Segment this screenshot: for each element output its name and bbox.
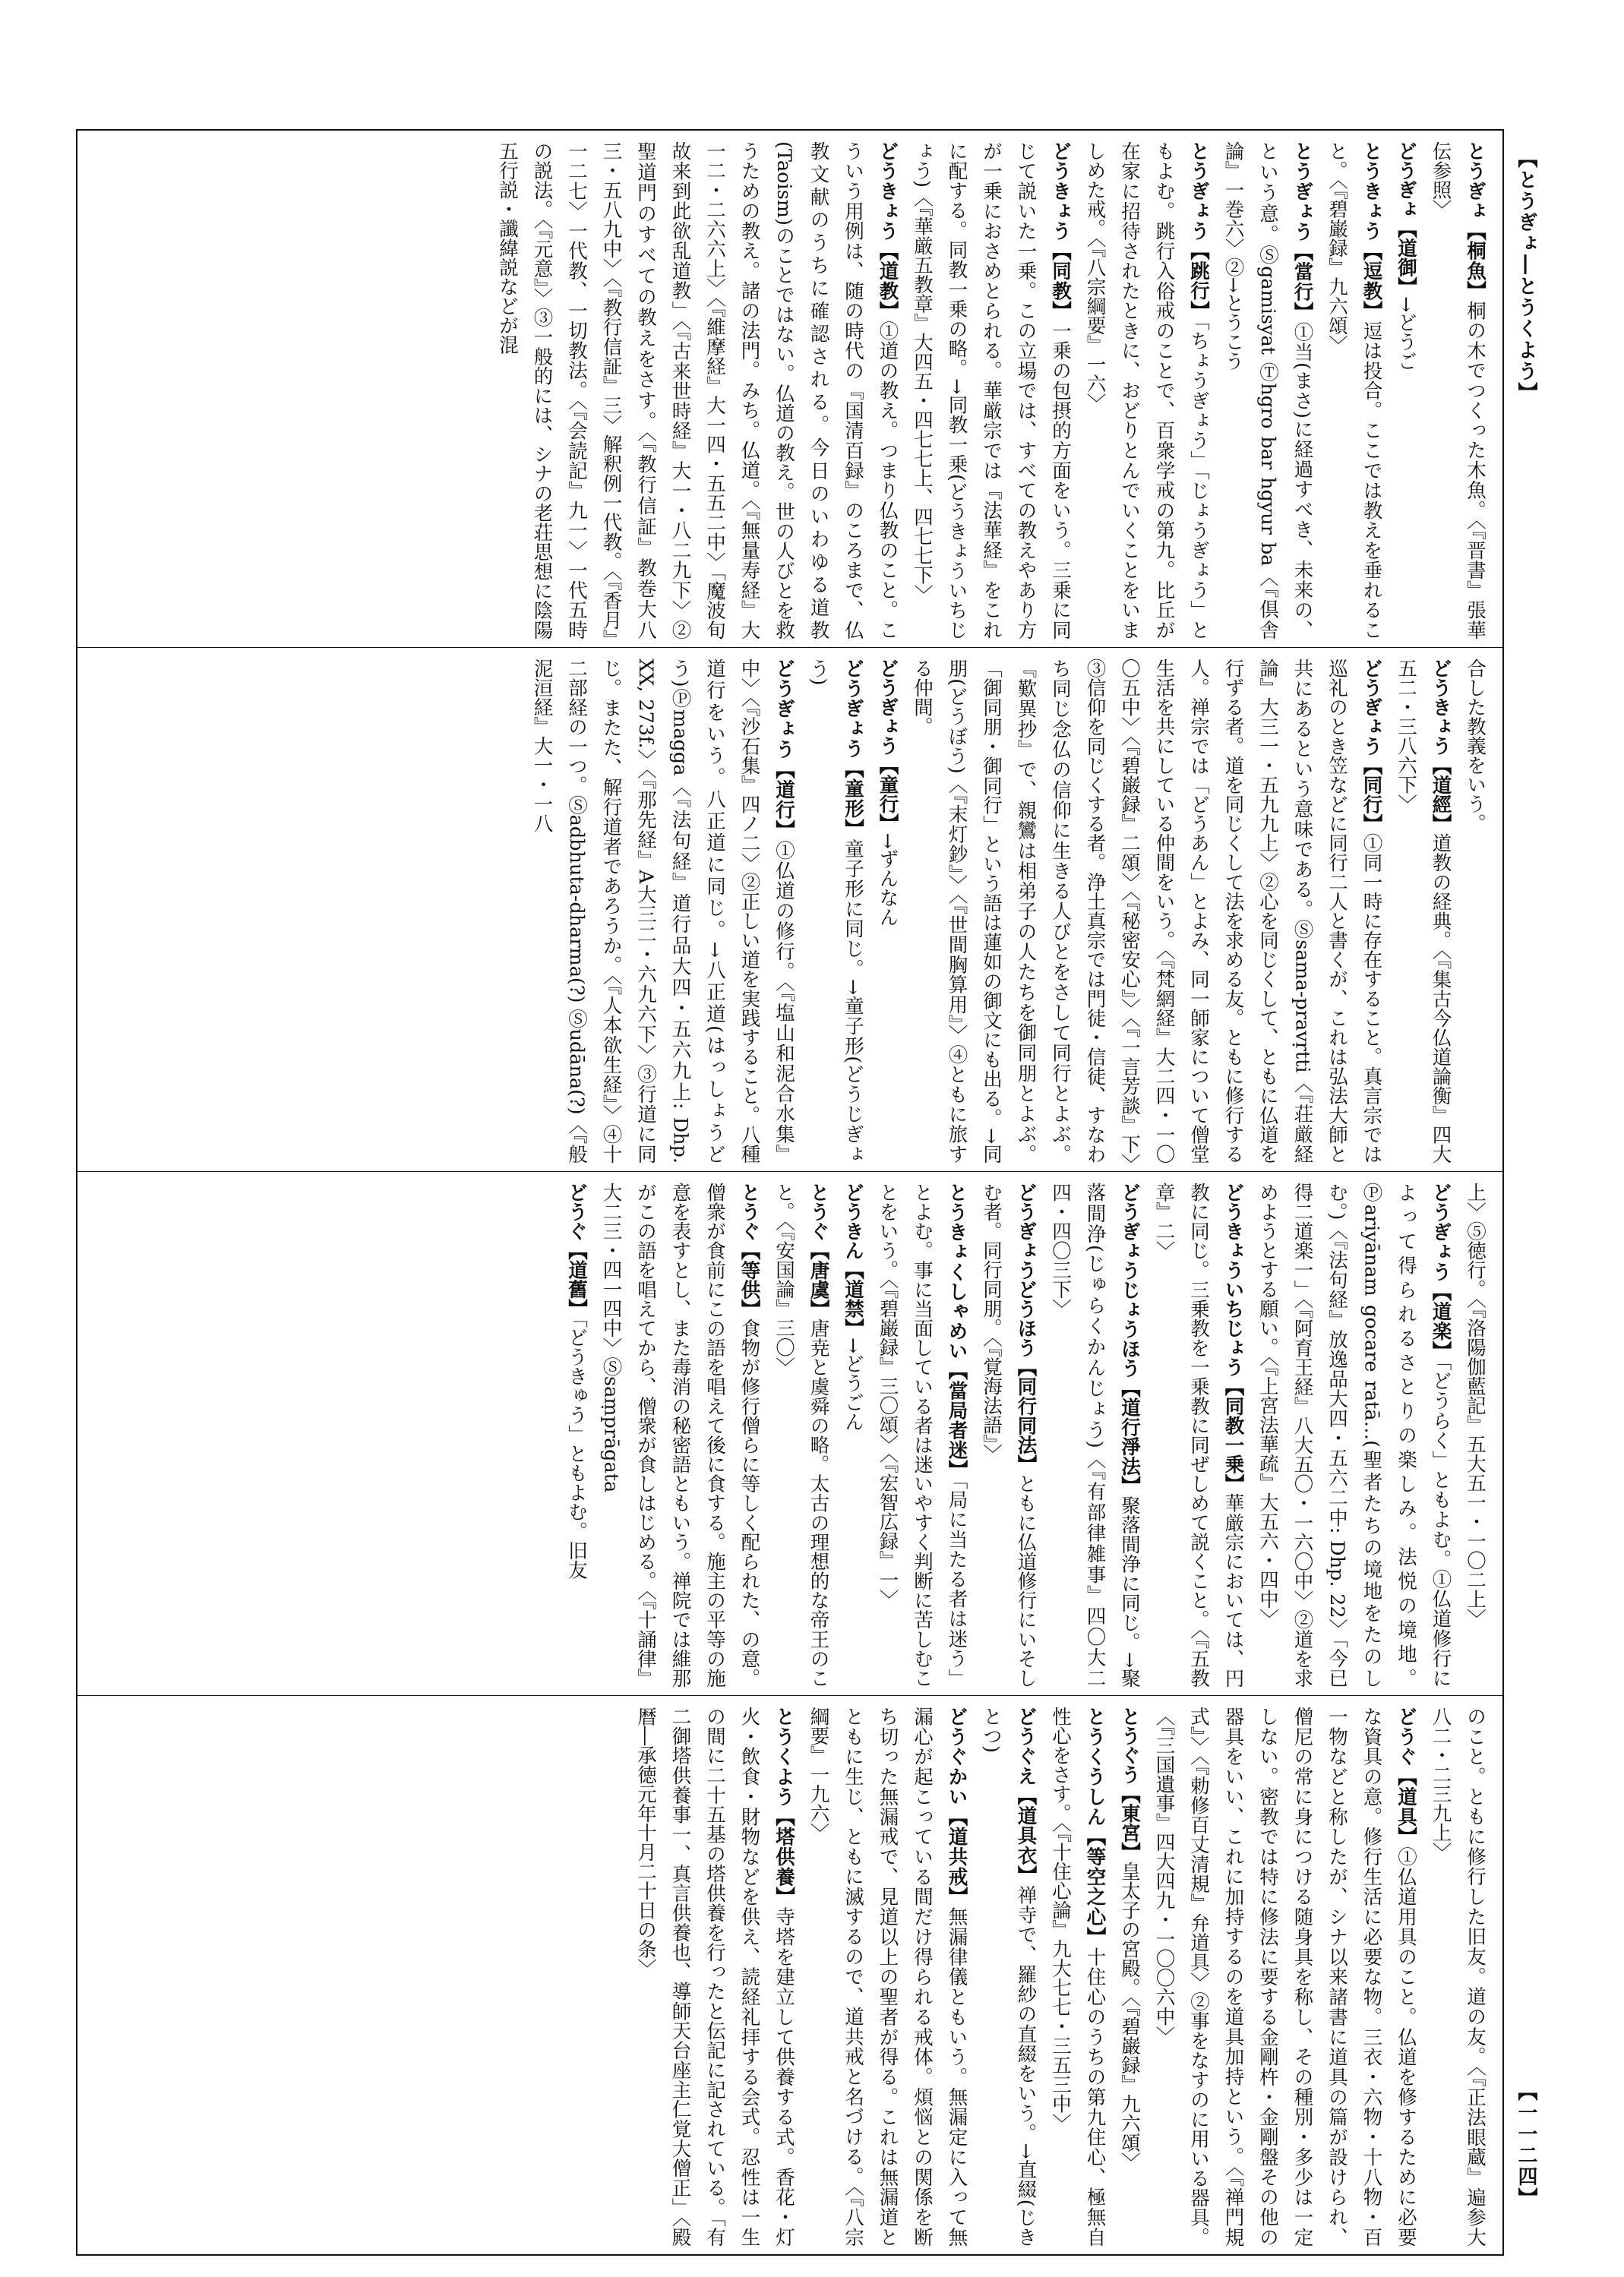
tier-1-text: [479, 131, 1503, 647]
entry-body: 「ちょうぎょう」「じょうぎょう」ともよむ。跳行入俗戒のことで、百衆学戒の第九。比丘が在家に招待されたときに、おどりとんでいくことをいましめた戒。〈『八宗綱要』一六〉: [1083, 141, 1210, 640]
entry: [807, 1707, 968, 2247]
entry: [842, 1183, 864, 1431]
entry-body: ①仏道用具のこと。仏道を修するために必要な資具の意。修行生活に必要な物。三衣・六物・十八物・百一物などと称したが、シナ以来諸書に道具の篇が設けられ、僧尼の常に身につける随身具を称し、その種別・多少は一定しない。密教では特に修法に要する金剛杵・金剛盤その他の器具をいい、これに加持するのを道具加持という。〈『禅門規式』〉〈『勅修百丈清規』弁道具〉②事をなすのに用いる器具。〈『三国遺事』四大四九・一〇〇六中〉: [1152, 1707, 1417, 2247]
entry-body: 逗は投合。ここでは教えを垂れること。〈『碧巌録』九六頌〉: [1325, 141, 1383, 640]
entry-body: のこと。ともに修行した旧友。道の友。〈『正法眼蔵』遍参大八二・二三九上〉: [1429, 1707, 1487, 2247]
dictionary-page: [76, 129, 1504, 2256]
entry: [1084, 141, 1211, 640]
entry: [1464, 1183, 1487, 1628]
entry-body: 「局に当たる者は迷う」とよむ。事に当面している者は迷いやすく判断に苦しむことをいう。〈『碧巌録』三〇頌〉〈『宏智広録』一〉: [876, 1183, 968, 1688]
entry-body: 童子形に同じ。→童子形(どうじぎょう): [807, 658, 864, 1164]
tier-3: [77, 1171, 1502, 1695]
headword: どうぎょ【道御】: [1395, 141, 1417, 296]
headword: どうぐえ【道具衣】: [1014, 1707, 1038, 1886]
tier-3-text: [548, 1172, 1503, 1695]
entry-body: 一乗の包摂的方面をいう。三乗に同じて説いた一乗。この立場では、すべての教えやあり方が一乗におさめとられる。華厳宗では『法華経』をこれに配する。同教一乗の略。→同教一乗(どうきょういちじょう)〈『華厳五教章』大四五・四七七上、四七七下〉: [911, 141, 1072, 640]
entry: [911, 141, 1072, 640]
entry-body: 寺塔を建立して供養する式。香花・灯火・飲食・財物などを供え、読経礼拝する会式。忍性は一生の間に二十五基の塔供養を行ったと伝記に記されている。「有二御塔供養事一、真言供養也、導師天台座主仁覚大僧正」〈殿暦―承徳元年十月二十日の条〉: [634, 1707, 795, 2247]
entry: [1430, 1707, 1487, 2247]
entry-body: 「どうきゅう」ともよむ。旧友: [565, 1318, 588, 1580]
entry-body: 道教の経典。〈『集古今仏道論衡』四大五二・三八六下〉: [1395, 658, 1452, 1164]
headword: とうぎょう【當行】: [1291, 141, 1314, 323]
entry: [565, 1183, 588, 1580]
entry-body: 華厳宗においては、円教に同じ。三乗教を一乗教に同ぜしめて説くこと。〈『五教章』二〉: [1152, 1183, 1245, 1688]
headword: どうきょういちじょう【同教一乗】: [1221, 1183, 1245, 1494]
headword: とうぐ【等供】: [738, 1183, 761, 1319]
entry-body: 上〉⑤徳行。〈『洛陽伽藍記』五大五一・一〇二上〉: [1464, 1183, 1487, 1628]
entry-body: 食物が修行僧らに等しく配られた、の意。僧衆が食前にこの語を唱えて後に食する。施主の平等の施意を表すとし、また毒消の秘密語ともいう。禅院では維那がこの語を唱えてから、僧衆が食しはじめる。〈『十誦律』大二三・四一四中〉Ⓢsaṃprāgata: [599, 1183, 761, 1688]
entry: [773, 1183, 830, 1688]
entry-body: 禅寺で、羅紗の直綴をいう。→直綴(じきとつ): [980, 1707, 1038, 2247]
entry: [877, 1183, 968, 1688]
headword: どうぐかい【道共戒】: [945, 1707, 968, 1907]
entry-body: →ずんなん: [876, 832, 899, 927]
entry: [980, 1183, 1038, 1688]
entry: [1325, 141, 1383, 640]
entry: [1118, 1707, 1141, 2171]
entry: [807, 658, 865, 1164]
entry-body: 唐尭と虞舜の略。太古の理想的な帝王のこと。〈『安国論』三〇〉: [773, 1183, 830, 1688]
entry: [1222, 141, 1314, 640]
entry: [1049, 1183, 1141, 1688]
headword: どうぎょうどうほう【同行同法】: [1014, 1183, 1038, 1474]
entry-body: 皇太子の宮殿。〈『碧巌録』九六頌〉: [1118, 1862, 1141, 2171]
entry: [634, 1707, 795, 2247]
entry: [1153, 1183, 1245, 1688]
headword: とうぎょ【桐魚】: [1464, 141, 1487, 301]
entry-body: ①同一時に存在すること。真言宗では巡礼のとき笠などに同行二人と書くが、これは弘法大師と共にあるという意味である。Ⓢsama-pravṛtti〈『荘厳経論』大三一・五九九上〉②心を同じくして、ともに仏道を行ずる者。道を同じくして法を求める友。ともに修行する人。禅宗では「どうあん」とよみ、同一師家について僧堂生活を共にしている仲間をいう。〈『梵網経』大二四・一〇〇五中〉〈『碧巌録』二頌〉〈『秘密安心』〉〈『一言芳談』下〉③信仰を同じくする者。浄土真宗では門徒・信徒、すなわち同じ念仏の信仰に生きる人びとをさして同行とよぶ。『歎異抄』で、親鸞は相弟子の人たちを御同朋とよぶ。「御同朋・御同行」という語は蓮如の御文にも出る。→同朋(どうぼう)〈『末灯鈔』〉〈『世間胸算用』〉④ともに旅する仲間。: [911, 658, 1383, 1164]
entry: [980, 1707, 1038, 2247]
entry-body: 桐の木でつくった木魚。〈『晋書』張華伝参照〉: [1429, 141, 1487, 640]
entry: [1430, 141, 1487, 640]
entry: [496, 141, 899, 640]
entry-body: →どうごん: [842, 1337, 864, 1432]
tier-2: [77, 647, 1502, 1171]
headword: どうぎょう【童形】: [842, 658, 864, 839]
entry: [877, 658, 899, 927]
entry: [1153, 1707, 1418, 2247]
page-number: 【一一二四】: [1515, 2081, 1537, 2209]
tier-4-text: [618, 1696, 1503, 2254]
entry: [911, 658, 1383, 1164]
entry-body: 無漏律儀ともいう。無漏定に入って無漏心が起こっている間だけ得られる戒体。煩悩との関係を断ち切った無漏戒で、見道以上の聖者が得る。これは無漏道とともに生じ、ともに滅するので、道共戒と名づける。〈『八宗綱要』一九六〉: [807, 1707, 968, 2247]
entry: [1395, 658, 1452, 1164]
entry-body: 十住心のうちの第九住心、極無自性心をさす。〈『十住心論』九大七七・三五三中〉: [1049, 1707, 1107, 2247]
entry-body: →どうご: [1395, 296, 1417, 371]
entry: [1256, 1183, 1452, 1688]
headword: とうぎょう【跳行】: [1187, 141, 1210, 321]
entry: [1464, 658, 1487, 833]
tier-4: [77, 1695, 1502, 2254]
headword: どうぎょうじょうほう【道行淨法】: [1118, 1183, 1141, 1495]
headword: どうきょう【道教】: [876, 141, 899, 321]
headword: どうきょう【道經】: [1429, 658, 1452, 834]
running-head: 【とうぎょ―とうくよう】: [1515, 148, 1537, 403]
headword: どうぐ【道具】: [1395, 1707, 1417, 1847]
entry-body: 合した教義をいう。: [1464, 658, 1487, 833]
headword: どうぎょう【同行】: [1360, 658, 1383, 834]
entry-body: ①仏道の修行。〈『塩山和泥合水集』中〉〈『沙石集』四ノ二〉②正しい道を実践すること。八種道行をいう。八正道に同じ。→八正道(はっしょうどう)Ⓟmagga〈『法句経』道行品大四・五六九上: Dhp. XX, 273f.〉〈『那先経』A大三二・六九六下〉③行道に同じ。またた、解行道者であろうか。〈『人本欲生経』〉④十二部経の一つ。Ⓢadbhuta-dharma(?) Ⓢudāna(?)〈『般泥洹経』大一・一八: [530, 658, 795, 1164]
headword: どうきん【道禁】: [842, 1183, 864, 1337]
tier-2-text: [513, 648, 1502, 1171]
entry: [1049, 1707, 1107, 2247]
headword: とうきょくしゃめい【當局者迷】: [945, 1183, 968, 1480]
headword: とうぐう【東宮】: [1118, 1707, 1141, 1862]
tier-1: [77, 131, 1502, 647]
entry-body: 「どうらく」ともよむ。①仏道修行によって得られるさとりの楽しみ。法悦の境地。Ⓟariyānam gocare ratā…(聖者たちの境地をたのしむ。)〈『法句経』放逸品大四・五六二中: Dhp. 22〉「今已得二道楽一」〈『阿育王経』八大五〇・一六〇中〉②道を求めようとする願い。〈『上宮法華疏』大五六・四中〉: [1256, 1183, 1452, 1688]
headword: とうきょう【逗教】: [1360, 141, 1383, 321]
entry-body: ①当(まさ)に経過すべき、未来の、という意。Ⓢgamisyat Ⓣhgro bar hgyur ba〈『倶舎論』一巻六〉②→とうこう: [1221, 141, 1314, 640]
entry-body: ①道の教え。つまり仏教のこと。こういう用例は、随の時代の『国清百録』のころまで、仏教文献のうちに確認される。今日のいわゆる道教(Taoism)のことではない。仏道の教え。世の人びとを救うための教え。諸の法門。みち。仏道。〈『無量寿経』大一二・二六六上〉〈『維摩経』大一四・五五二中〉「魔波旬故来到此欲乱道教」〈『古来世時経』大一・八二九下〉②聖道門のすべての教えをさす。〈『教行信証』教巻大八三・五八九中〉〈『教行信証』三〉解釈例一代教。〈『香月』一二七〉一代教、一切教法。〈『会読記』九一〉一代五時の説法。〈『元意』〉③一般的には、シナの老荘思想に陰陽五行説・讖緯説などが混: [496, 141, 899, 640]
headword: どうぎょう【童行】: [876, 658, 899, 833]
headword: どうぎょう【道行】: [773, 658, 795, 841]
entry-body: ともに仏道修行にいそしむ者。同行同朋。〈『覚海法語』〉: [980, 1183, 1038, 1688]
headword: とうくうしん【等空之心】: [1083, 1707, 1107, 1947]
entry: [1395, 141, 1417, 371]
headword: どうぎょう【道楽】: [1429, 1183, 1452, 1361]
entry: [531, 658, 796, 1164]
headword: どうぐ【道舊】: [565, 1183, 588, 1319]
headword: とうくよう【塔供養】: [773, 1707, 795, 1907]
entry-body: 聚落間浄に同じ。→聚落間浄(じゅらくかんじょう)〈『有部律雑事』四〇大二四・四〇三下〉: [1049, 1183, 1141, 1688]
headword: どうきょう【同教】: [1049, 141, 1072, 321]
entry: [600, 1183, 761, 1688]
headword: とうぐ【唐虞】: [807, 1183, 830, 1319]
